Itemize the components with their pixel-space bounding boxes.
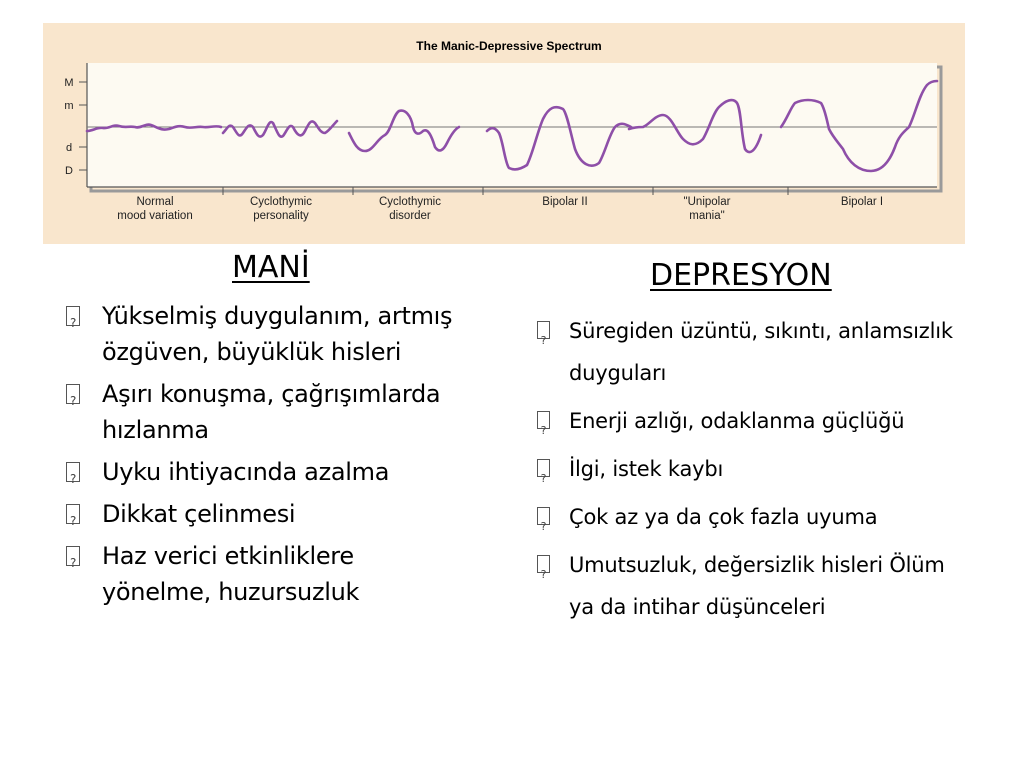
missing-glyph-bullet-icon: [537, 321, 550, 339]
list-item-text: Uyku ihtiyacında azalma: [102, 458, 390, 486]
list-item: [533, 496, 973, 538]
segment-label-cyclothymic-disorder-2: disorder: [389, 210, 431, 222]
segment-label-bipolar-i: Bipolar I: [840, 196, 884, 208]
level-label-M: M: [64, 77, 74, 89]
manic-depressive-spectrum-figure: [43, 23, 965, 244]
missing-glyph-bullet-icon: [66, 504, 80, 524]
list-item-text: Çok az ya da çok fazla uyuma: [569, 505, 878, 529]
depresyon-symptom-list: [533, 310, 973, 634]
list-item: [60, 496, 460, 532]
missing-glyph-bullet-icon: [66, 384, 80, 404]
level-label-m: m: [64, 100, 74, 112]
level-label-D: D: [65, 165, 73, 177]
segment-label-cyclothymic-personality-1: Cyclothymic: [250, 196, 312, 208]
level-label-d: d: [65, 142, 73, 154]
segment-label-normal-1: Normal: [136, 196, 174, 208]
spectrum-chart: [43, 23, 965, 244]
list-item: [533, 400, 973, 442]
missing-glyph-bullet-icon: [537, 411, 550, 429]
mani-symptom-list: [60, 298, 460, 616]
list-item: [60, 454, 460, 490]
list-item: [533, 544, 973, 628]
mani-heading: MANİ: [232, 250, 310, 285]
missing-glyph-bullet-icon: [537, 459, 550, 477]
missing-glyph-bullet-icon: [66, 462, 80, 482]
list-item: [60, 298, 460, 370]
figure-title: The Manic-Depressive Spectrum: [416, 39, 602, 53]
segment-label-bipolar-ii: Bipolar II: [542, 196, 588, 208]
missing-glyph-bullet-icon: [537, 555, 550, 573]
list-item: [60, 538, 460, 610]
segment-label-unipolar-mania-2: mania": [689, 210, 725, 222]
list-item: [533, 448, 973, 490]
list-item-text: Haz verici etkinliklere yönelme, huzursuzluk: [102, 542, 360, 606]
depresyon-heading: DEPRESYON: [650, 258, 832, 293]
list-item: [533, 310, 973, 394]
missing-glyph-bullet-icon: [66, 306, 80, 326]
list-item-text: Dikkat çelinmesi: [102, 500, 296, 528]
list-item-text: Aşırı konuşma, çağrışımlarda hızlanma: [102, 380, 441, 444]
list-item-text: Umutsuzluk, değersizlik hisleri Ölüm ya da intihar düşünceleri: [569, 553, 945, 619]
list-item: [60, 376, 460, 448]
segment-label-normal-2: mood variation: [117, 210, 193, 222]
segment-label-cyclothymic-disorder-1: Cyclothymic: [379, 196, 441, 208]
list-item-text: Süregiden üzüntü, sıkıntı, anlamsızlık duyguları: [569, 319, 953, 385]
list-item-text: Yükselmiş duygulanım, artmış özgüven, büyüklük hisleri: [102, 302, 453, 366]
missing-glyph-bullet-icon: [537, 507, 550, 525]
segment-label-cyclothymic-personality-2: personality: [253, 210, 309, 222]
segment-label-unipolar-mania-1: "Unipolar: [683, 196, 731, 208]
missing-glyph-bullet-icon: [66, 546, 80, 566]
list-item-text: İlgi, istek kaybı: [569, 457, 724, 481]
list-item-text: Enerji azlığı, odaklanma güçlüğü: [569, 409, 905, 433]
